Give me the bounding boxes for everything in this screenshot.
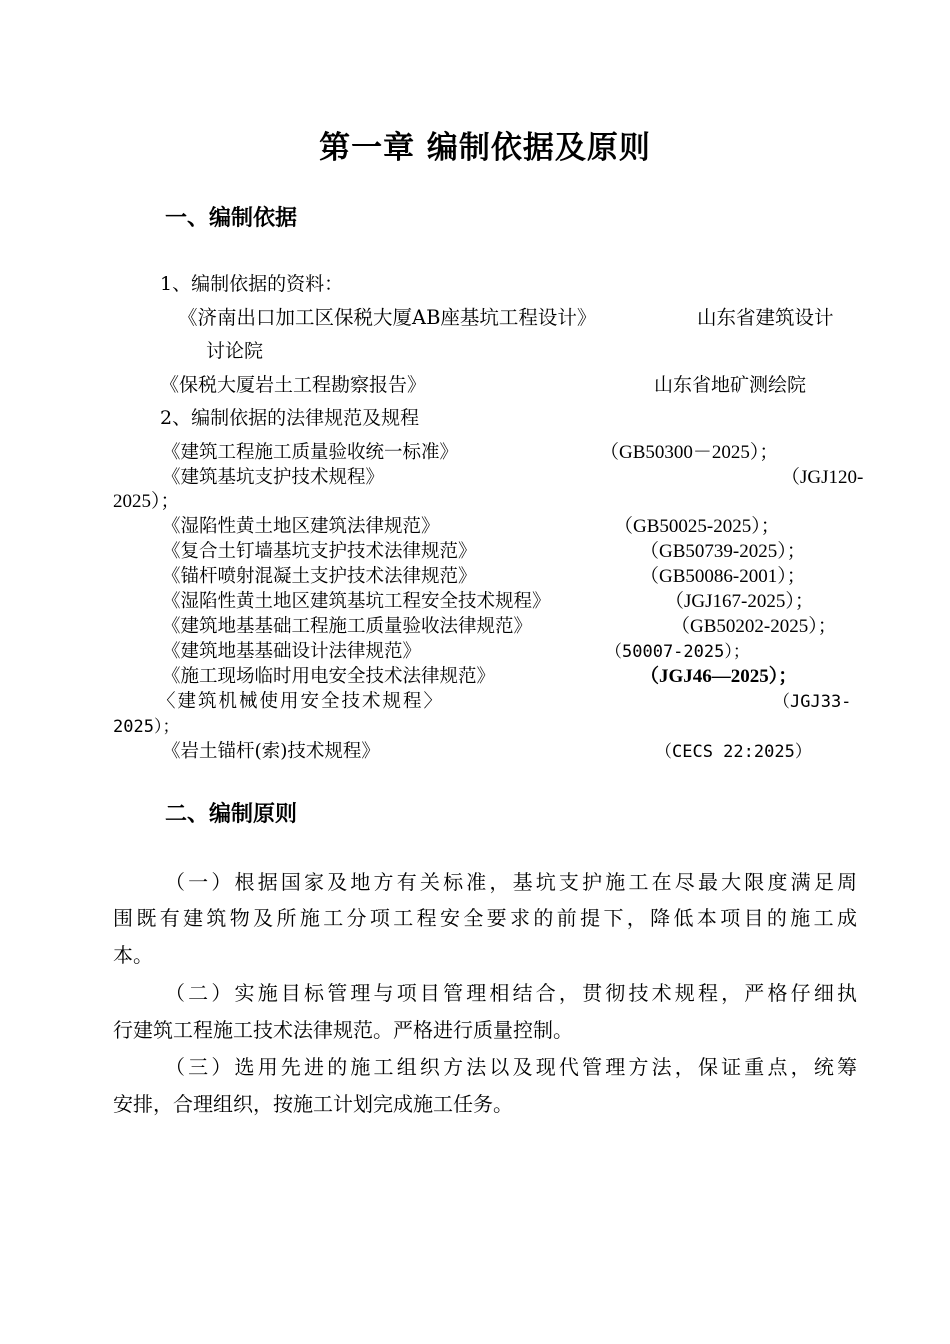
- section-heading-basis: 一、编制依据: [165, 206, 298, 231]
- paragraph-line: （二）实施目标管理与项目管理相结合，贯彻技术规程，严格仔细执: [165, 981, 857, 1005]
- ref-title: 《建筑地基基础设计法律规范》: [162, 641, 422, 662]
- ref-title: 〈建筑机械使用安全技术规程〉: [157, 691, 445, 712]
- paragraph-line: （一）根据国家及地方有关标准，基坑支护施工在尽最大限度满足周: [165, 870, 857, 894]
- ref-title: 《建筑地基基础工程施工质量验收法律规范》: [162, 616, 533, 637]
- section-heading-principles: 二、编制原则: [165, 802, 298, 827]
- ref-code-continued: 2025）；: [113, 717, 180, 737]
- paragraph-line: （三）选用先进的施工组织方法以及现代管理方法，保证重点，统筹: [165, 1055, 857, 1079]
- ref-code: （JGJ33-: [773, 692, 852, 712]
- doc-survey-org: 山东省地矿测绘院: [654, 374, 807, 396]
- paragraph-line: 行建筑工程施工技术法律规范。严格进行质量控制。: [113, 1018, 573, 1042]
- ref-code: （50007-2025）；: [605, 642, 750, 662]
- ref-title: 《建筑工程施工质量验收统一标准》: [162, 442, 459, 463]
- ref-code-continued: 2025）；: [113, 491, 180, 512]
- ref-code: （JGJ120-: [781, 467, 864, 488]
- subheading-regulations: 2、编制依据的法律规范及规程: [160, 407, 420, 429]
- ref-title: 《施工现场临时用电安全技术法律规范》: [162, 666, 496, 687]
- ref-code: （GB50086-2001）；: [640, 566, 806, 587]
- ref-code: （GB50300－2025）；: [600, 442, 779, 463]
- ref-title: 《复合土钉墙基坑支护技术法律规范》: [162, 541, 477, 562]
- ref-title: 《建筑基坑支护技术规程》: [162, 467, 385, 488]
- ref-code: （CECS 22:2025）: [655, 742, 812, 762]
- paragraph-line: 安排，合理组织，按施工计划完成施工任务。: [113, 1092, 513, 1116]
- ref-code: （JGJ46—2025）；: [640, 666, 798, 687]
- doc-design-org: 山东省建筑设计: [697, 306, 834, 329]
- ref-title: 《湿陷性黄土地区建筑基坑工程安全技术规程》: [162, 591, 551, 612]
- ref-code: （GB50202-2025）；: [671, 616, 837, 637]
- doc-survey-title: 《保税大厦岩土工程勘察报告》: [160, 374, 427, 396]
- subheading-materials: 1、编制依据的资料：: [160, 273, 344, 295]
- paragraph-line: 围既有建筑物及所施工分项工程安全要求的前提下，降低本项目的施工成: [113, 906, 857, 930]
- doc-design-org-continued: 讨论院: [206, 340, 264, 362]
- doc-design-title: 《济南出口加工区保税大厦AB座基坑工程设计》: [178, 306, 597, 329]
- ref-title: 《湿陷性黄土地区建筑法律规范》: [162, 516, 440, 537]
- paragraph-line: 本。: [113, 943, 153, 967]
- ref-code: （JGJ167-2025）；: [665, 591, 814, 612]
- ref-code: （GB50739-2025）；: [640, 541, 806, 562]
- ref-code: （GB50025-2025）；: [614, 516, 780, 537]
- ref-title: 《岩土锚杆(索)技术规程》: [162, 741, 380, 762]
- ref-title: 《锚杆喷射混凝土支护技术法律规范》: [162, 566, 477, 587]
- page-title: 第一章 编制依据及原则: [319, 130, 651, 166]
